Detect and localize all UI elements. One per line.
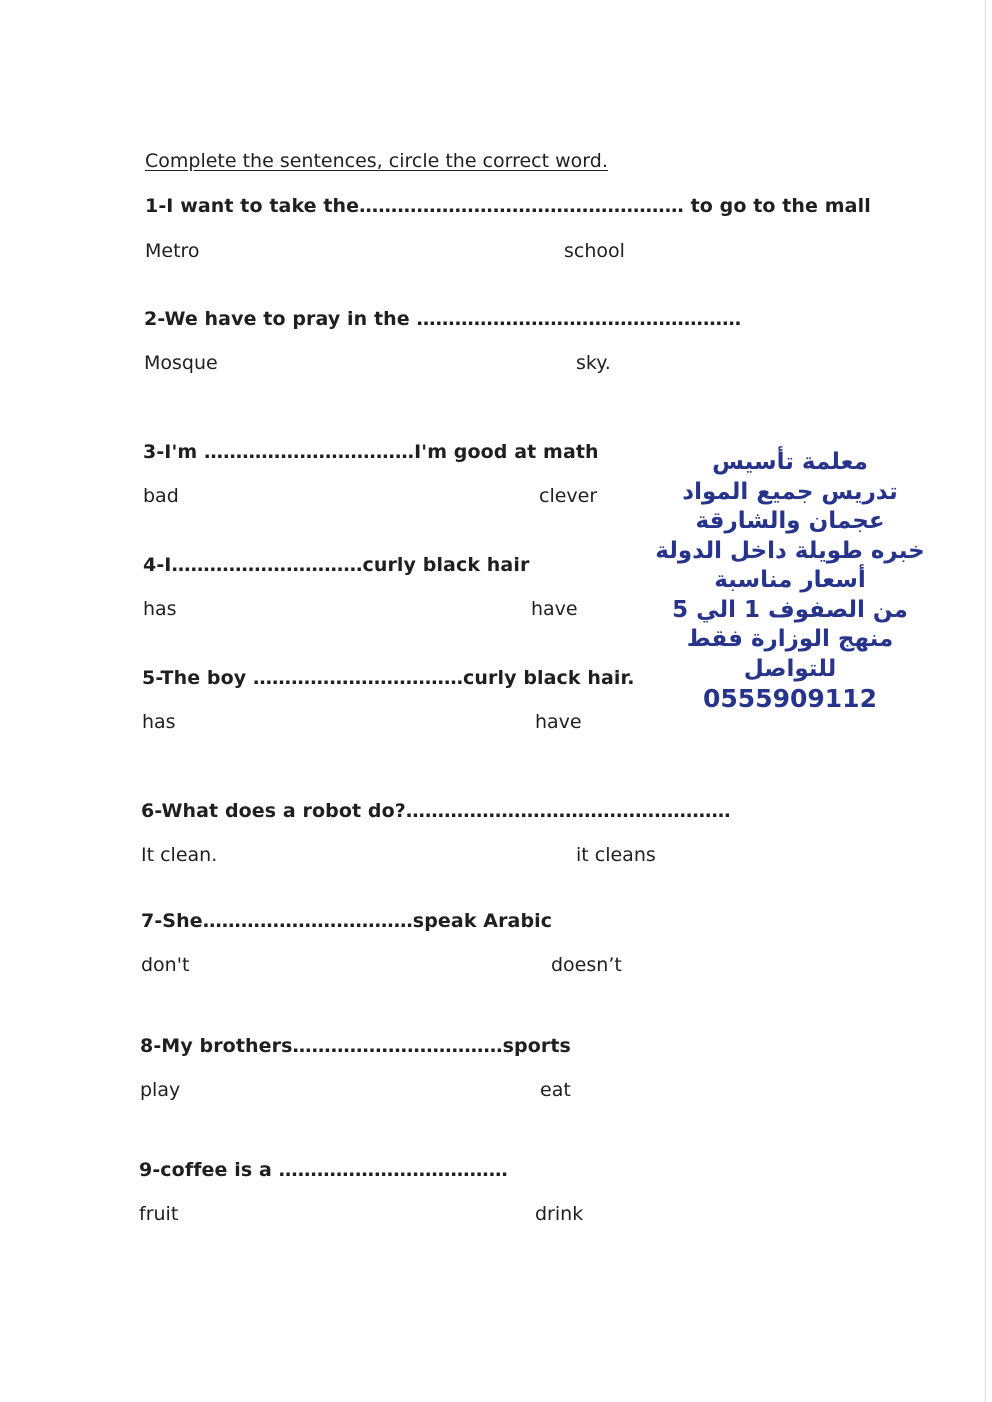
question-5-option-a[interactable]: has xyxy=(142,711,176,733)
question-8: 8-My brothers……………………………sports xyxy=(140,1035,571,1057)
question-2: 2-We have to pray in the …………………………………………… xyxy=(144,308,742,330)
page-edge xyxy=(985,0,986,1402)
question-6-option-b[interactable]: it cleans xyxy=(576,844,656,866)
advert-line-4: خبره طويلة داخل الدولة xyxy=(655,537,925,564)
question-1-option-a[interactable]: Metro xyxy=(145,240,200,262)
advert-line-7: منهج الوزارة فقط xyxy=(686,626,894,652)
question-9-option-a[interactable]: fruit xyxy=(139,1203,179,1225)
instruction-text: Complete the sentences, circle the correct word. xyxy=(145,150,608,172)
advert-line-2: تدريس جميع المواد xyxy=(682,478,898,505)
question-4: 4-I…………………………curly black hair xyxy=(143,554,530,576)
question-9-option-b[interactable]: drink xyxy=(535,1203,584,1225)
question-5: 5-The boy ……………………………curly black hair. xyxy=(142,667,635,689)
advert-line-6: من الصفوف 1 الي 5 xyxy=(672,596,908,623)
advert-line-3: عجمان والشارقة xyxy=(695,508,885,534)
question-1-option-b[interactable]: school xyxy=(564,240,625,262)
advert-phone-number: 0555909112 xyxy=(703,684,877,713)
question-4-option-a[interactable]: has xyxy=(143,598,177,620)
question-3-option-a[interactable]: bad xyxy=(143,485,179,507)
advert-line-8: للتواصل xyxy=(743,655,837,682)
question-2-option-b[interactable]: sky. xyxy=(576,352,611,374)
question-3: 3-I'm ……………………………I'm good at math xyxy=(143,441,599,463)
question-9: 9-coffee is a ……………………………… xyxy=(139,1159,508,1181)
question-7-option-b[interactable]: doesn’t xyxy=(551,954,622,976)
question-5-option-b[interactable]: have xyxy=(535,711,582,733)
advert-line-5: أسعار مناسبة xyxy=(714,567,866,593)
question-8-option-a[interactable]: play xyxy=(140,1079,181,1101)
question-8-option-b[interactable]: eat xyxy=(540,1079,571,1101)
question-7-option-a[interactable]: don't xyxy=(141,954,190,976)
question-4-option-b[interactable]: have xyxy=(531,598,578,620)
tutor-advert xyxy=(650,448,930,714)
question-6: 6-What does a robot do?…………………………………………… xyxy=(141,800,731,822)
question-7: 7-She……………………………speak Arabic xyxy=(141,910,553,932)
question-2-option-a[interactable]: Mosque xyxy=(144,352,218,374)
question-1: 1-I want to take the…………………………………………… to go to the mall xyxy=(145,195,871,217)
question-3-option-b[interactable]: clever xyxy=(539,485,598,507)
question-6-option-a[interactable]: It clean. xyxy=(141,844,218,866)
advert-line-1: معلمة تأسيس xyxy=(712,449,868,475)
